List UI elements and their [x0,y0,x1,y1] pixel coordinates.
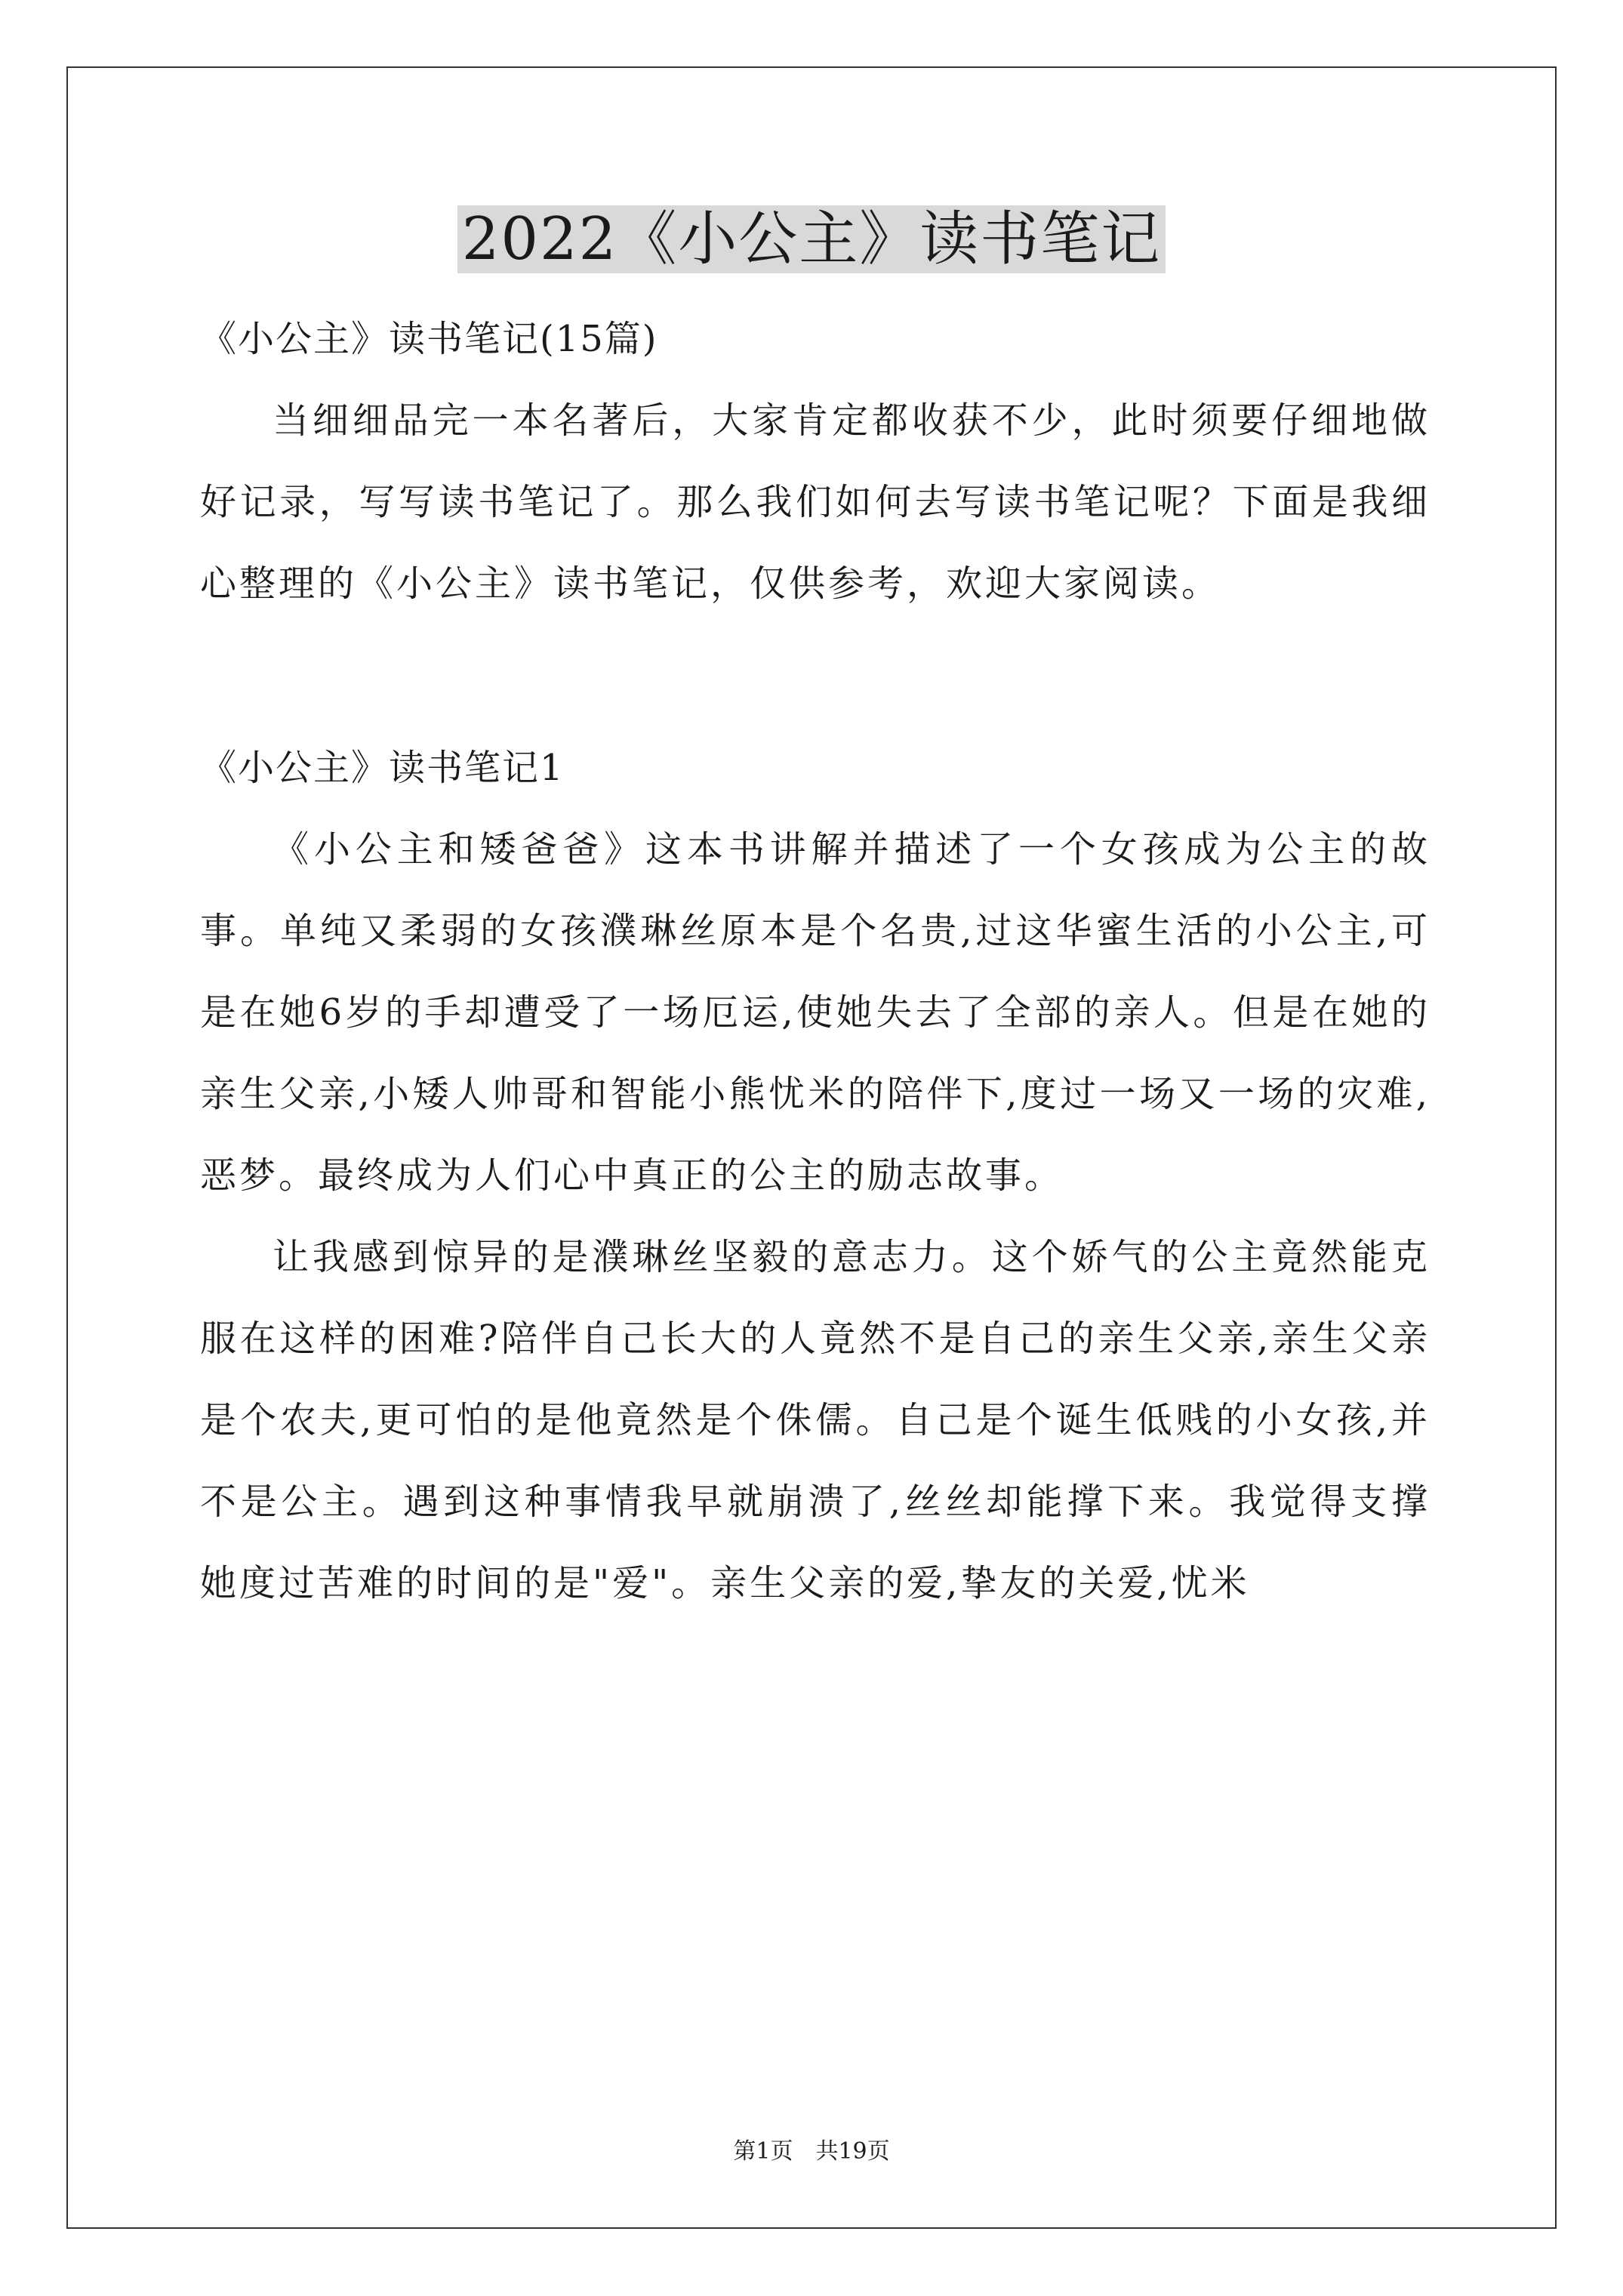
intro-paragraph: 当细细品完一本名著后，大家肯定都收获不少，此时须要仔细地做好记录，写写读书笔记了。那么我们如何去写读书笔记呢？下面是我细心整理的《小公主》读书笔记，仅供参考，欢迎大家阅读。 [200,399,1431,605]
page-footer [0,2137,1623,2167]
document-subtitle: 《小公主》读书笔记(15篇) [200,318,658,360]
document-title-text: 2022《小公主》读书笔记 [457,205,1166,273]
section-1-paragraph-1: 《小公主和矮爸爸》这本书讲解并描述了一个女孩成为公主的故事。单纯又柔弱的女孩濮琳丝原本是个名贵,过这华蜜生活的小公主,可是在她6岁的手却遭受了一场厄运,使她失去了全部的亲人。但是在她的亲生父亲,小矮人帅哥和智能小熊忧米的陪伴下,度过一场又一场的灾难,恶梦。最终成为人们心中真正的公主的励志故事。 [200,828,1431,1197]
document-body [200,298,1431,1624]
section-spacer [200,624,1431,727]
document-title [0,198,1623,281]
section-1-paragraph-2: 让我感到惊异的是濮琳丝坚毅的意志力。这个娇气的公主竟然能克服在这样的困难?陪伴自己长大的人竟然不是自己的亲生父亲,亲生父亲是个农夫,更可怕的是他竟然是个侏儒。自己是个诞生低贱的小女孩,并不是公主。遇到这种事情我早就崩溃了,丝丝却能撑下来。我觉得支撑她度过苦难的时间的是"爱"。亲生父亲的爱,挚友的关爱,忧米 [200,1236,1431,1604]
page-number: 第1页 共19页 [733,2138,890,2165]
section-heading-1: 《小公主》读书笔记1 [200,747,565,789]
